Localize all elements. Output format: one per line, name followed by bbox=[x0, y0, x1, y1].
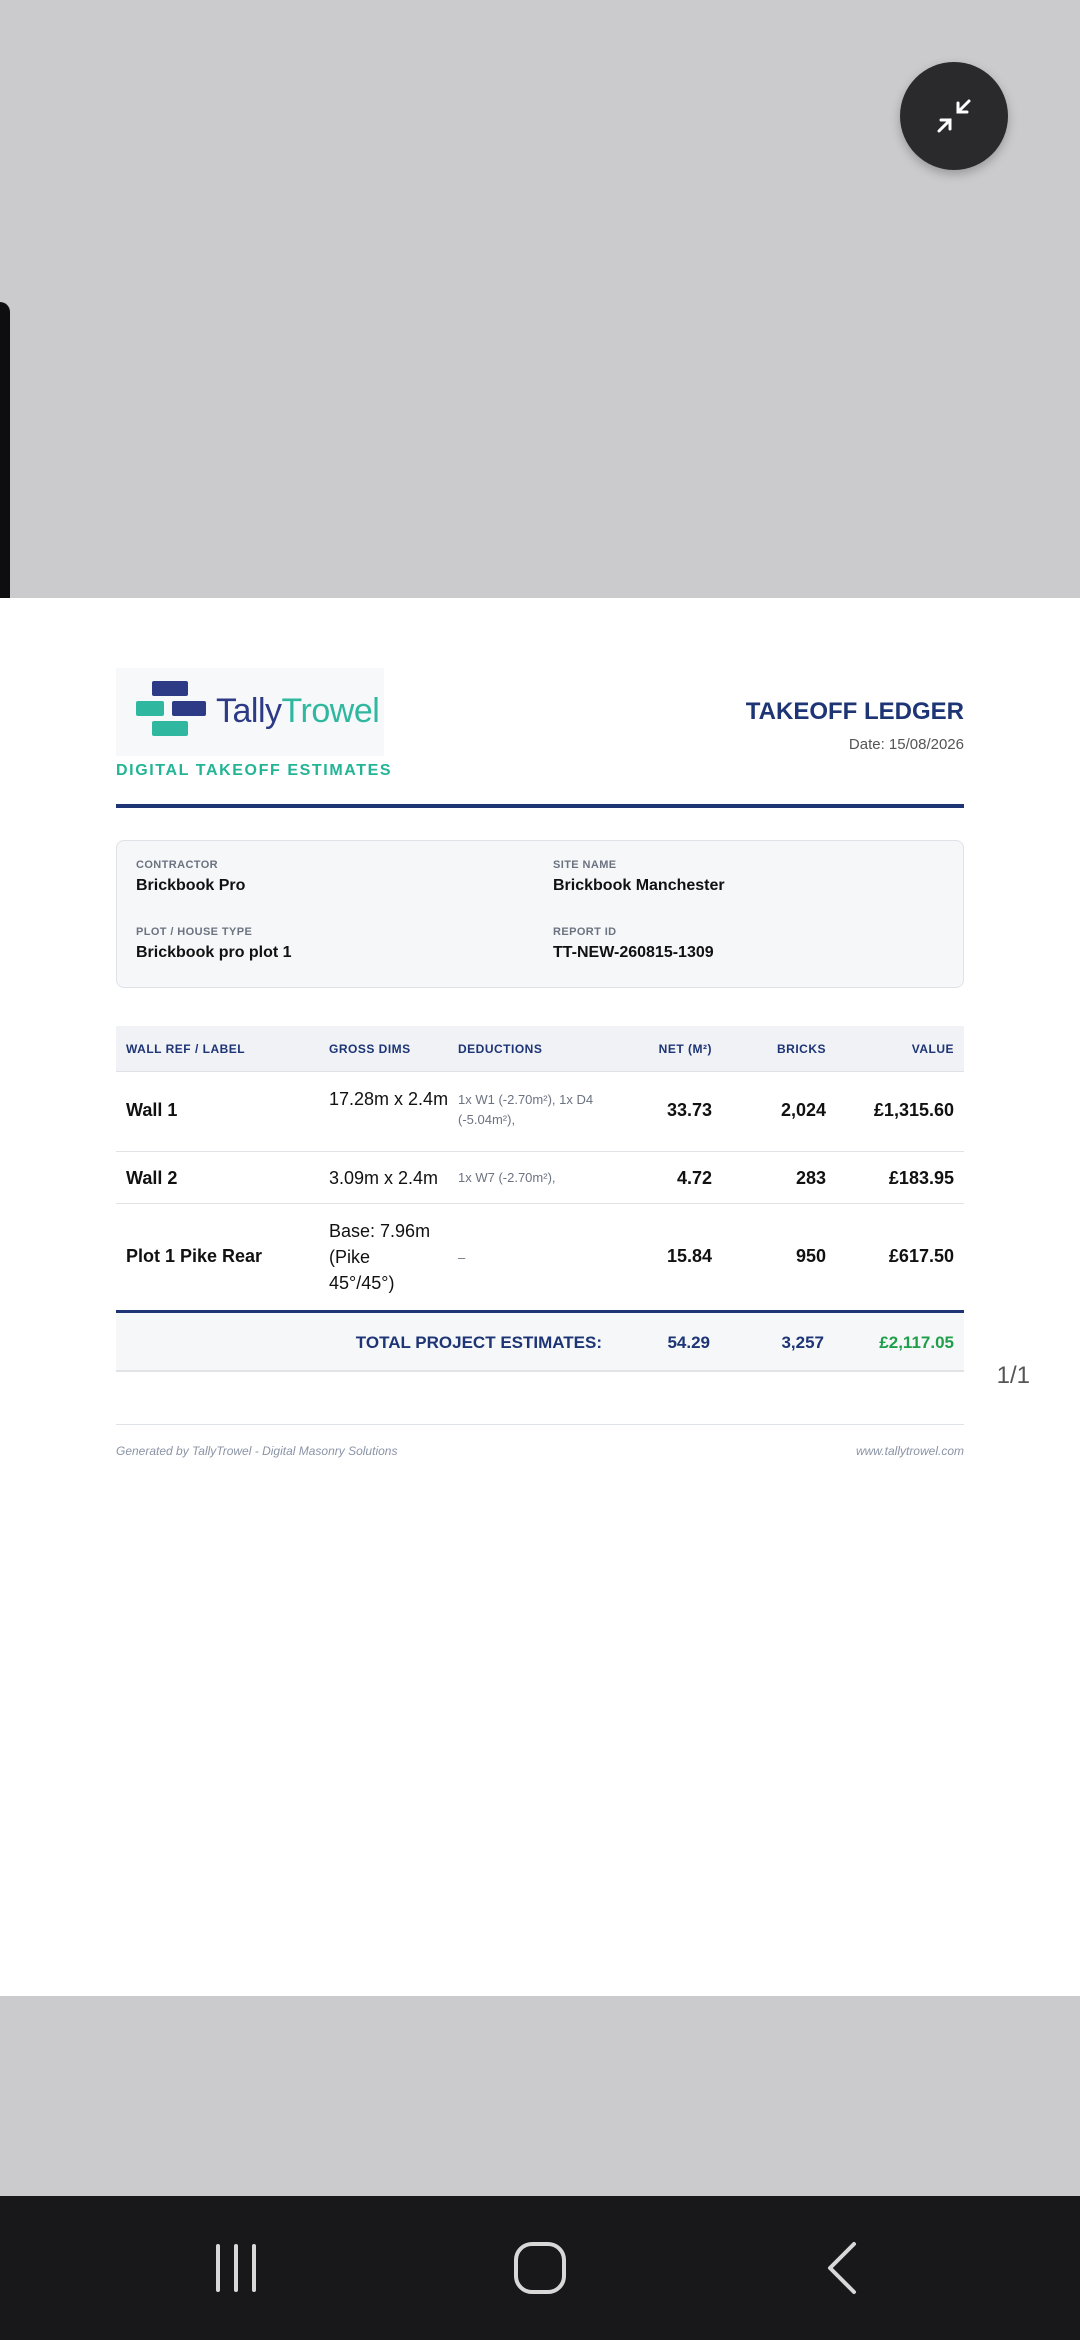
total-net-area: 54.29 bbox=[667, 1333, 710, 1352]
report-id-field: REPORT ID TT-NEW-260815-1309 bbox=[553, 926, 714, 961]
plot-field: PLOT / HOUSE TYPE Brickbook pro plot 1 bbox=[136, 926, 292, 961]
table-row bbox=[116, 1204, 964, 1310]
row-deductions: 1x W1 (-2.70m²), 1x D4 (-5.04m²), bbox=[458, 1092, 594, 1127]
row-net-area: 33.73 bbox=[666, 1100, 712, 1120]
back-icon bbox=[822, 2240, 862, 2296]
header-deductions: DEDUCTIONS bbox=[458, 1042, 543, 1056]
page-indicator: 1/1 bbox=[996, 1362, 1030, 1389]
project-info-card bbox=[116, 840, 964, 988]
row-value: £617.50 bbox=[888, 1246, 954, 1266]
brick-logo-icon bbox=[136, 681, 206, 739]
brand-tagline: DIGITAL TAKEOFF ESTIMATES bbox=[116, 762, 393, 779]
row-label: Plot 1 Pike Rear bbox=[126, 1246, 263, 1266]
row-gross-dims: Base: 7.96m (Pike 45°/45°) bbox=[329, 1221, 431, 1293]
row-deductions: – bbox=[458, 1250, 466, 1265]
contractor-field: CONTRACTOR Brickbook Pro bbox=[136, 859, 246, 894]
exit-fullscreen-button[interactable] bbox=[900, 62, 1008, 170]
row-deductions: 1x W7 (-2.70m²), bbox=[458, 1170, 556, 1185]
row-gross-dims: 17.28m x 2.4m bbox=[329, 1089, 449, 1109]
header-bricks: BRICKS bbox=[776, 1042, 826, 1056]
header-wall-ref: WALL REF / LABEL bbox=[126, 1042, 246, 1056]
total-bricks: 3,257 bbox=[781, 1333, 824, 1352]
brand-logo bbox=[116, 668, 384, 756]
system-navigation-bar bbox=[0, 2196, 1080, 2340]
row-label: Wall 1 bbox=[126, 1100, 178, 1120]
site-name-field: SITE NAME Brickbook Manchester bbox=[553, 859, 725, 894]
row-label: Wall 2 bbox=[126, 1168, 178, 1188]
brand-name: TallyTrowel bbox=[216, 692, 380, 730]
compress-icon bbox=[932, 94, 976, 138]
document-title: TAKEOFF LEDGER bbox=[745, 698, 964, 725]
header-gross-dims: GROSS DIMS bbox=[329, 1042, 411, 1056]
header-net: NET (M²) bbox=[658, 1042, 712, 1056]
document-date: Date: 15/08/2026 bbox=[848, 736, 964, 753]
header-divider bbox=[116, 804, 964, 808]
home-icon bbox=[512, 2240, 568, 2296]
row-gross-dims: 3.09m x 2.4m bbox=[329, 1168, 439, 1188]
header-value: VALUE bbox=[911, 1042, 954, 1056]
document-page bbox=[0, 598, 1080, 1996]
row-bricks: 2,024 bbox=[780, 1100, 826, 1120]
row-net-area: 4.72 bbox=[676, 1168, 712, 1188]
takeoff-table bbox=[116, 1026, 964, 1372]
table-header bbox=[116, 1026, 964, 1072]
row-net-area: 15.84 bbox=[666, 1246, 712, 1266]
footer-website: www.tallytrowel.com bbox=[855, 1444, 964, 1458]
total-label: TOTAL PROJECT ESTIMATES: bbox=[355, 1333, 602, 1352]
home-button[interactable] bbox=[500, 2232, 580, 2304]
row-value: £1,315.60 bbox=[873, 1100, 954, 1120]
row-bricks: 950 bbox=[795, 1246, 826, 1266]
row-value: £183.95 bbox=[888, 1168, 954, 1188]
row-bricks: 283 bbox=[795, 1168, 826, 1188]
total-row bbox=[116, 1310, 964, 1372]
footer-generated-by: Generated by TallyTrowel - Digital Masonry Solutions bbox=[116, 1444, 398, 1458]
recents-icon bbox=[212, 2243, 260, 2293]
recents-button[interactable] bbox=[196, 2232, 276, 2304]
table-row bbox=[116, 1072, 964, 1152]
footer-divider bbox=[116, 1424, 964, 1425]
back-button[interactable] bbox=[802, 2232, 882, 2304]
table-row bbox=[116, 1152, 964, 1204]
total-value: £2,117.05 bbox=[879, 1333, 954, 1352]
